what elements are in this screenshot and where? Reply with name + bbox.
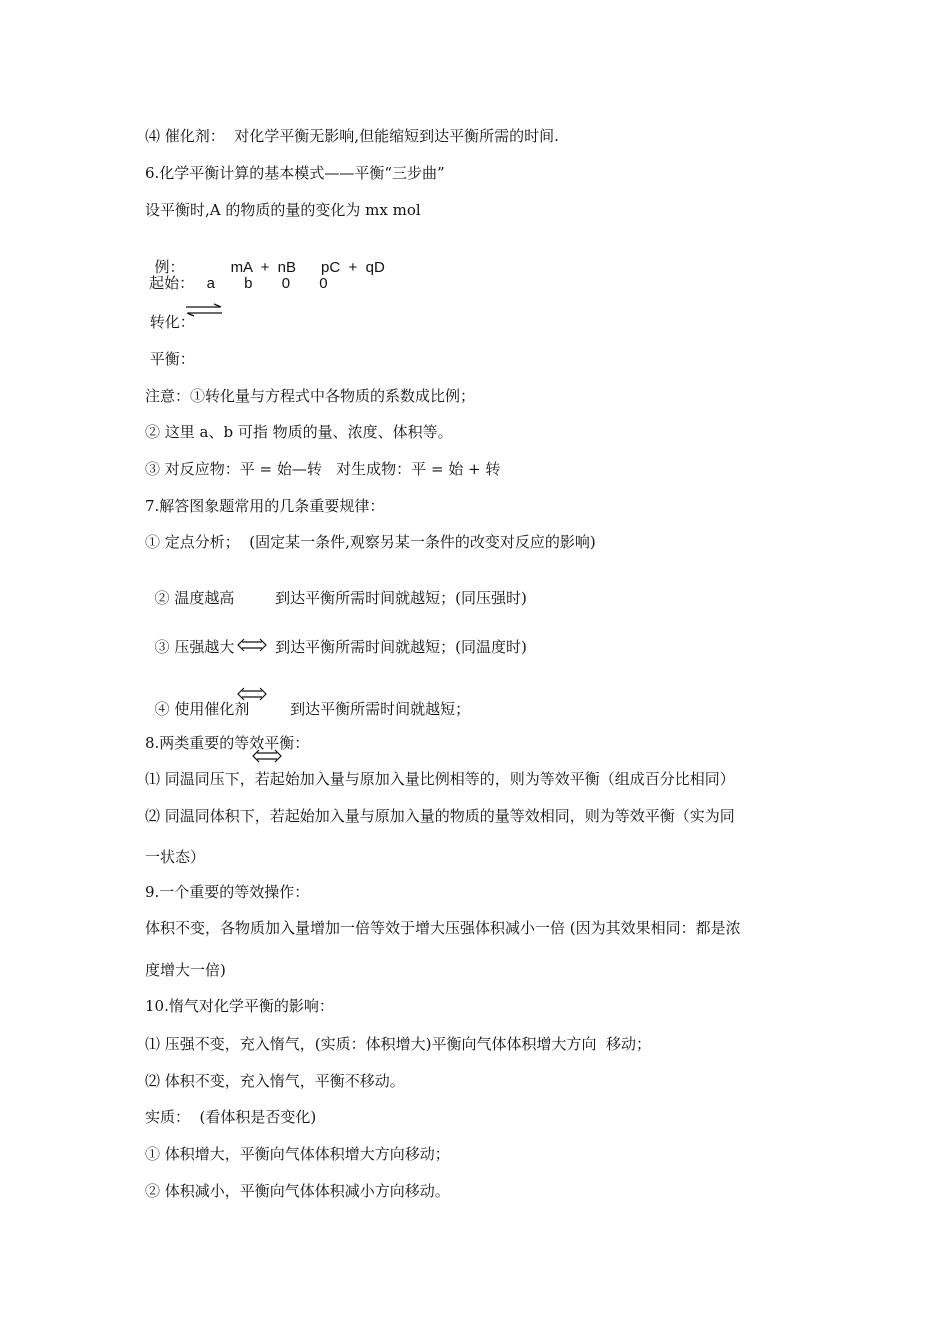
rule-2-condition: ② 温度越高: [154, 589, 235, 607]
heading-section-8: 8.两类重要的等效平衡：: [145, 734, 310, 752]
double-arrow-icon: [251, 709, 283, 723]
equiv-2-cont: 一状态）: [145, 848, 206, 866]
inert-1: ⑴ 压强不变，充入惰气，(实质：体积增大)平衡向气体体积增大方向 移动；: [145, 1035, 652, 1053]
heading-section-9: 9.一个重要的等效操作：: [145, 883, 310, 901]
rule-3-result: 到达平衡所需时间就越短；(同温度时): [270, 638, 527, 656]
line-assumption: 设平衡时,A 的物质的量的变化为 mx mol: [145, 201, 421, 219]
rule-3: [145, 617, 527, 657]
essence-1: ① 体积增大，平衡向气体体积增大方向移动；: [145, 1145, 450, 1163]
line-catalyst: ⑷ 催化剂： 对化学平衡无影响,但能缩短到达平衡所需的时间.: [145, 127, 559, 145]
line-note-2: ② 这里 a、b 可指 物质的量、浓度、体积等。: [145, 423, 453, 441]
rule-2-result: 到达平衡所需时间就越短；(同压强时): [270, 589, 527, 607]
heading-section-10: 10.惰气对化学平衡的影响：: [145, 997, 334, 1015]
equiv-operation: 体积不变，各物质加入量增加一倍等效于增大压强体积减小一倍 (因为其效果相同：都是浓: [145, 919, 741, 937]
rule-3-condition: ③ 压强越大: [154, 638, 235, 656]
example-equation: mA + nB pC + qD: [230, 259, 385, 276]
heading-section-6: 6.化学平衡计算的基本模式——平衡“三步曲”: [145, 164, 445, 182]
line-initial: 起始： a b 0 0: [145, 275, 328, 292]
line-note-3: ③ 对反应物：平 = 始—转 对生成物：平 = 始 + 转: [145, 460, 501, 478]
rule-4: [145, 679, 470, 719]
heading-section-7: 7.解答图象题常用的几条重要规律：: [145, 497, 385, 515]
double-arrow-icon: [236, 598, 268, 612]
essence-2: ② 体积减小，平衡向气体体积减小方向移动。: [145, 1182, 450, 1200]
inert-2: ⑵ 体积不变，充入惰气，平衡不移动。: [145, 1072, 405, 1090]
example-label: 例：: [154, 258, 185, 276]
equiv-2: ⑵ 同温同体积下，若起始加入量与原加入量的物质的量等效相同，则为等效平衡（实为同: [145, 807, 735, 825]
line-equilibrium: 平衡：: [145, 350, 195, 368]
double-arrow-icon: [236, 647, 268, 661]
rule-4-result: 到达平衡所需时间就越短；: [285, 700, 471, 718]
line-note-1: 注意：①转化量与方程式中各物质的系数成比例；: [145, 387, 476, 405]
equiv-operation-cont: 度增大一倍): [145, 961, 226, 979]
essence-label: 实质： (看体积是否变化): [145, 1108, 317, 1126]
rule-2: [145, 568, 527, 608]
rule-1: ① 定点分析； (固定某一条件,观察另某一条件的改变对反应的影响): [145, 533, 596, 551]
line-conversion: 转化：: [145, 313, 195, 331]
rule-4-condition: ④ 使用催化剂: [154, 700, 250, 718]
equiv-1: ⑴ 同温同压下，若起始加入量与原加入量比例相等的，则为等效平衡（组成百分比相同）: [145, 770, 735, 788]
